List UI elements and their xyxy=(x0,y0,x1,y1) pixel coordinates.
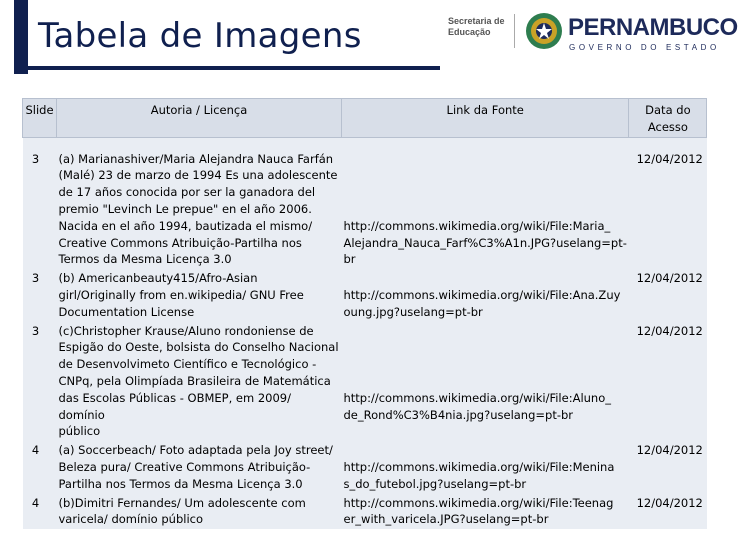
header-date: Data do Acesso xyxy=(629,99,707,138)
header-link: Link da Fonte xyxy=(342,99,629,138)
slide-number: 4 xyxy=(23,494,57,530)
header-bar xyxy=(0,0,738,74)
source-link-line[interactable] xyxy=(344,373,627,390)
source-link-line[interactable] xyxy=(344,323,627,340)
slide-number: 3 xyxy=(23,322,57,442)
author-line: (b) Americanbeauty415/Afro-Asian xyxy=(58,271,258,286)
table-header-row xyxy=(23,99,707,138)
author-license-cell xyxy=(57,441,342,493)
access-date: 12/04/2012 xyxy=(629,441,707,493)
author-line: (c)Christopher Krause/Aluno rondoniense de xyxy=(58,323,314,338)
author-line: varicela/ domínio público xyxy=(58,512,203,527)
table-row xyxy=(23,150,707,270)
author-line: Beleza pura/ Creative Commons Atribuição- xyxy=(58,459,311,474)
source-link-line[interactable]: s_do_futebol.jpg?uselang=pt-br xyxy=(343,476,527,491)
source-link-line[interactable] xyxy=(344,356,627,373)
source-link-cell[interactable] xyxy=(342,494,629,530)
source-link-line[interactable]: er_with_varicela.JPG?uselang=pt-br xyxy=(343,512,549,527)
author-line: (b)Dimitri Fernandes/ Um adolescente com xyxy=(58,495,306,510)
source-link-cell[interactable] xyxy=(342,441,629,493)
source-link-cell[interactable] xyxy=(342,322,629,442)
author-line: Termos da Mesma Licença 3.0 xyxy=(58,252,232,267)
source-link-cell[interactable] xyxy=(342,150,629,270)
title-underline xyxy=(28,66,440,70)
access-date: 12/04/2012 xyxy=(629,322,707,442)
state-seal-icon xyxy=(524,10,564,52)
source-link-cell[interactable] xyxy=(342,269,629,321)
header-author: Autoria / Licença xyxy=(57,99,342,138)
image-table xyxy=(22,98,707,529)
author-line: Partilha nos Termos da Mesma Licença 3.0 xyxy=(58,476,303,491)
author-line: (a) Soccerbeach/ Foto adaptada pela Joy street/ xyxy=(58,443,333,458)
source-link-line[interactable] xyxy=(344,184,627,201)
source-link-line[interactable]: http://commons.wikimedia.org/wiki/File:Ana.Zuy xyxy=(343,287,621,302)
source-link-line[interactable] xyxy=(344,270,627,287)
author-line: Documentation License xyxy=(58,304,195,319)
slide-number: 4 xyxy=(23,441,57,493)
table-spacer-row xyxy=(23,137,707,150)
table-row xyxy=(23,322,707,442)
author-line: Nacida en el año 1994, bautizada el mismo/ xyxy=(58,218,313,233)
source-link-line[interactable]: Alejandra_Nauca_Farf%C3%A1n.JPG?uselang=pt- xyxy=(343,235,627,250)
access-date: 12/04/2012 xyxy=(629,494,707,530)
table-row xyxy=(23,441,707,493)
author-line: girl/Originally from en.wikipedia/ GNU Free xyxy=(58,287,304,302)
author-line: Espigão do Oeste, bolsista do Conselho Nacional xyxy=(58,340,339,355)
source-link-line[interactable]: de_Rond%C3%B4nia.jpg?uselang=pt-br xyxy=(343,407,574,422)
access-date: 12/04/2012 xyxy=(629,269,707,321)
author-license-cell xyxy=(57,494,342,530)
author-line: de Desenvolvimeto Científico e Tecnológico - xyxy=(58,357,317,372)
author-line: premio "Levinch Le prepue" en el año 2006. xyxy=(58,201,312,216)
author-line: das Escolas Públicas - OBMEP, em 2009/ domínio xyxy=(58,390,291,422)
source-link-line[interactable]: http://commons.wikimedia.org/wiki/File:Teenag xyxy=(343,495,614,510)
slide-number: 3 xyxy=(23,150,57,270)
logo-separator xyxy=(514,14,515,48)
source-link-line[interactable]: http://commons.wikimedia.org/wiki/File:Menina xyxy=(343,459,615,474)
source-link-line[interactable] xyxy=(344,167,627,184)
source-link-line[interactable]: http://commons.wikimedia.org/wiki/File:Maria_ xyxy=(343,218,611,233)
author-line: (a) Marianashiver/Maria Alejandra Nauca Farfán xyxy=(58,151,334,166)
page-title: Tabela de Imagens xyxy=(38,16,362,56)
secretaria-label: Secretaria de Educação xyxy=(448,16,505,37)
source-link-line[interactable] xyxy=(344,339,627,356)
state-name: PERNAMBUCO xyxy=(568,14,738,41)
author-line: público xyxy=(58,424,101,439)
source-link-line[interactable]: oung.jpg?uselang=pt-br xyxy=(343,304,483,319)
source-link-line[interactable] xyxy=(344,201,627,218)
author-license-cell xyxy=(57,150,342,270)
source-link-line[interactable] xyxy=(344,442,627,459)
table-row xyxy=(23,269,707,321)
government-logo xyxy=(448,10,738,54)
access-date: 12/04/2012 xyxy=(629,150,707,270)
source-link-line[interactable]: br xyxy=(343,252,356,267)
author-line: de 17 años conocida por ser la ganadora del xyxy=(58,185,316,200)
header-slide: Slide xyxy=(23,99,57,138)
government-label: GOVERNO DO ESTADO xyxy=(569,43,720,52)
author-line: Creative Commons Atribuição-Partilha nos xyxy=(58,235,302,250)
table-body xyxy=(23,137,707,529)
source-link-line[interactable]: http://commons.wikimedia.org/wiki/File:Aluno_ xyxy=(343,390,612,405)
source-link-line[interactable] xyxy=(344,151,627,168)
author-license-cell xyxy=(57,322,342,442)
author-license-cell xyxy=(57,269,342,321)
author-line: (Malé) 23 de marzo de 1994 Es una adolescente xyxy=(58,168,338,183)
slide-number: 3 xyxy=(23,269,57,321)
title-accent-bar xyxy=(14,0,28,74)
table-row xyxy=(23,494,707,530)
author-line: CNPq, pela Olimpíada Brasileira de Matemática xyxy=(58,373,331,388)
